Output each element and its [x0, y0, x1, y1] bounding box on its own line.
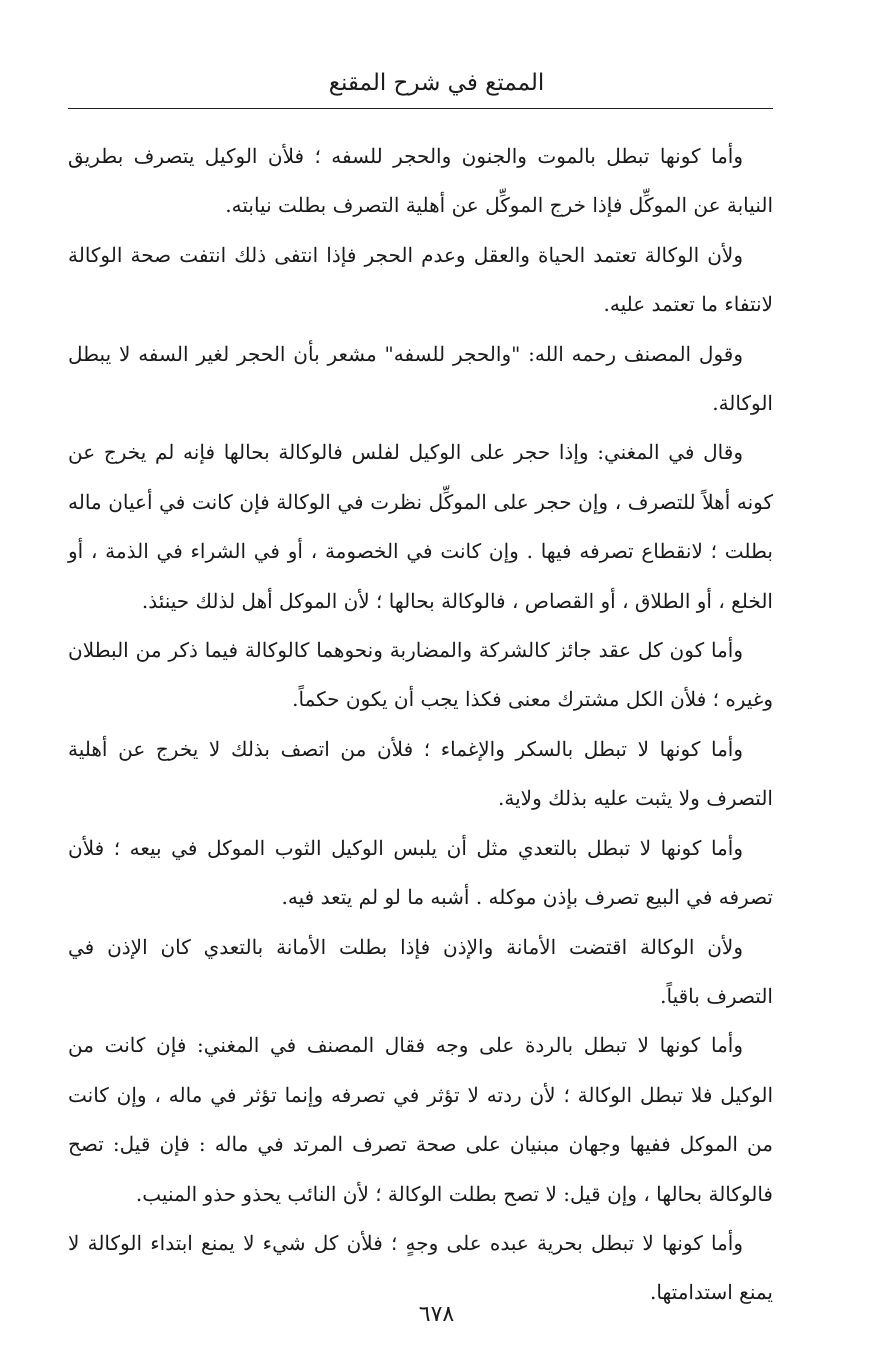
paragraph: وقال في المغني: وإذا حجر على الوكيل لفلس فالوكالة بحالها فإنه لم يخرج عن كونه أهلاً للتصرف ، وإن حجر على الموكِّل نظرت في الوكالة فإن كانت في أعيان ماله بطلت ؛ لانقطاع تصرفه فيها . وإن كانت في الخصومة ، أو في الشراء في الذمة ، أو الخلع ، أو الطلاق ، أو القصاص ، فالوكالة بحالها ؛ لأن الموكل أهل لذلك حينئذ.	[68, 440, 773, 613]
header-rule	[68, 108, 773, 109]
paragraph: وأما كونها لا تبطل بالسكر والإغماء ؛ فلأن من اتصف بذلك لا يخرج عن أهلية التصرف ولا يثبت عليه بذلك ولاية.	[68, 736, 773, 811]
paragraph: وأما كونها لا تبطل بحرية عبده على وجهٍ ؛ فلأن كل شيء لا يمنع ابتداء الوكالة لا يمنع استدامتها.	[68, 1230, 773, 1305]
paragraph: ولأن الوكالة اقتضت الأمانة والإذن فإذا بطلت الأمانة بالتعدي كان الإذن في التصرف باقياً.	[68, 934, 773, 1008]
paragraph: وأما كونها تبطل بالموت والجنون والحجر للسفه ؛ فلأن الوكيل يتصرف بطريق النيابة عن الموكِّل فإذا خرج الموكِّل عن أهلية التصرف بطلت نيابته.	[68, 144, 773, 218]
body-text	[68, 132, 773, 1318]
paragraph: وأما كونها لا تبطل بالردة على وجه فقال المصنف في المغني: فإن كانت من الوكيل فلا تبطل الوكالة ؛ لأن ردته لا تؤثر في تصرفه وإنما تؤثر في ماله ، وإن كانت من الموكل ففيها وجهان مبنيان على صحة تصرف المرتد في ماله : فإن قيل: تصح فالوكالة بحالها ، وإن قيل: لا تصح بطلت الوكالة ؛ لأن النائب يحذو حذو المنيب.	[68, 1033, 773, 1206]
paragraph: وأما كونها لا تبطل بالتعدي مثل أن يلبس الوكيل الثوب الموكل في بيعه ؛ فلأن تصرفه في البيع تصرف بإذن موكله . أشبه ما لو لم يتعد فيه.	[68, 835, 773, 910]
page-number: ٦٧٨	[418, 1302, 455, 1327]
paragraph: وقول المصنف رحمه الله: "والحجر للسفه" مشعر بأن الحجر لغير السفه لا يبطل الوكالة.	[68, 341, 773, 416]
paragraph: وأما كون كل عقد جائز كالشركة والمضاربة ونحوهما كالوكالة فيما ذكر من البطلان وغيره ؛ فلأن الكل مشترك معنى فكذا يجب أن يكون حكماً.	[68, 638, 773, 712]
paragraph: ولأن الوكالة تعتمد الحياة والعقل وعدم الحجر فإذا انتفى ذلك انتفت صحة الوكالة لانتفاء ما تعتمد عليه.	[68, 242, 773, 317]
running-title: الممتع في شرح المقنع	[328, 70, 545, 96]
